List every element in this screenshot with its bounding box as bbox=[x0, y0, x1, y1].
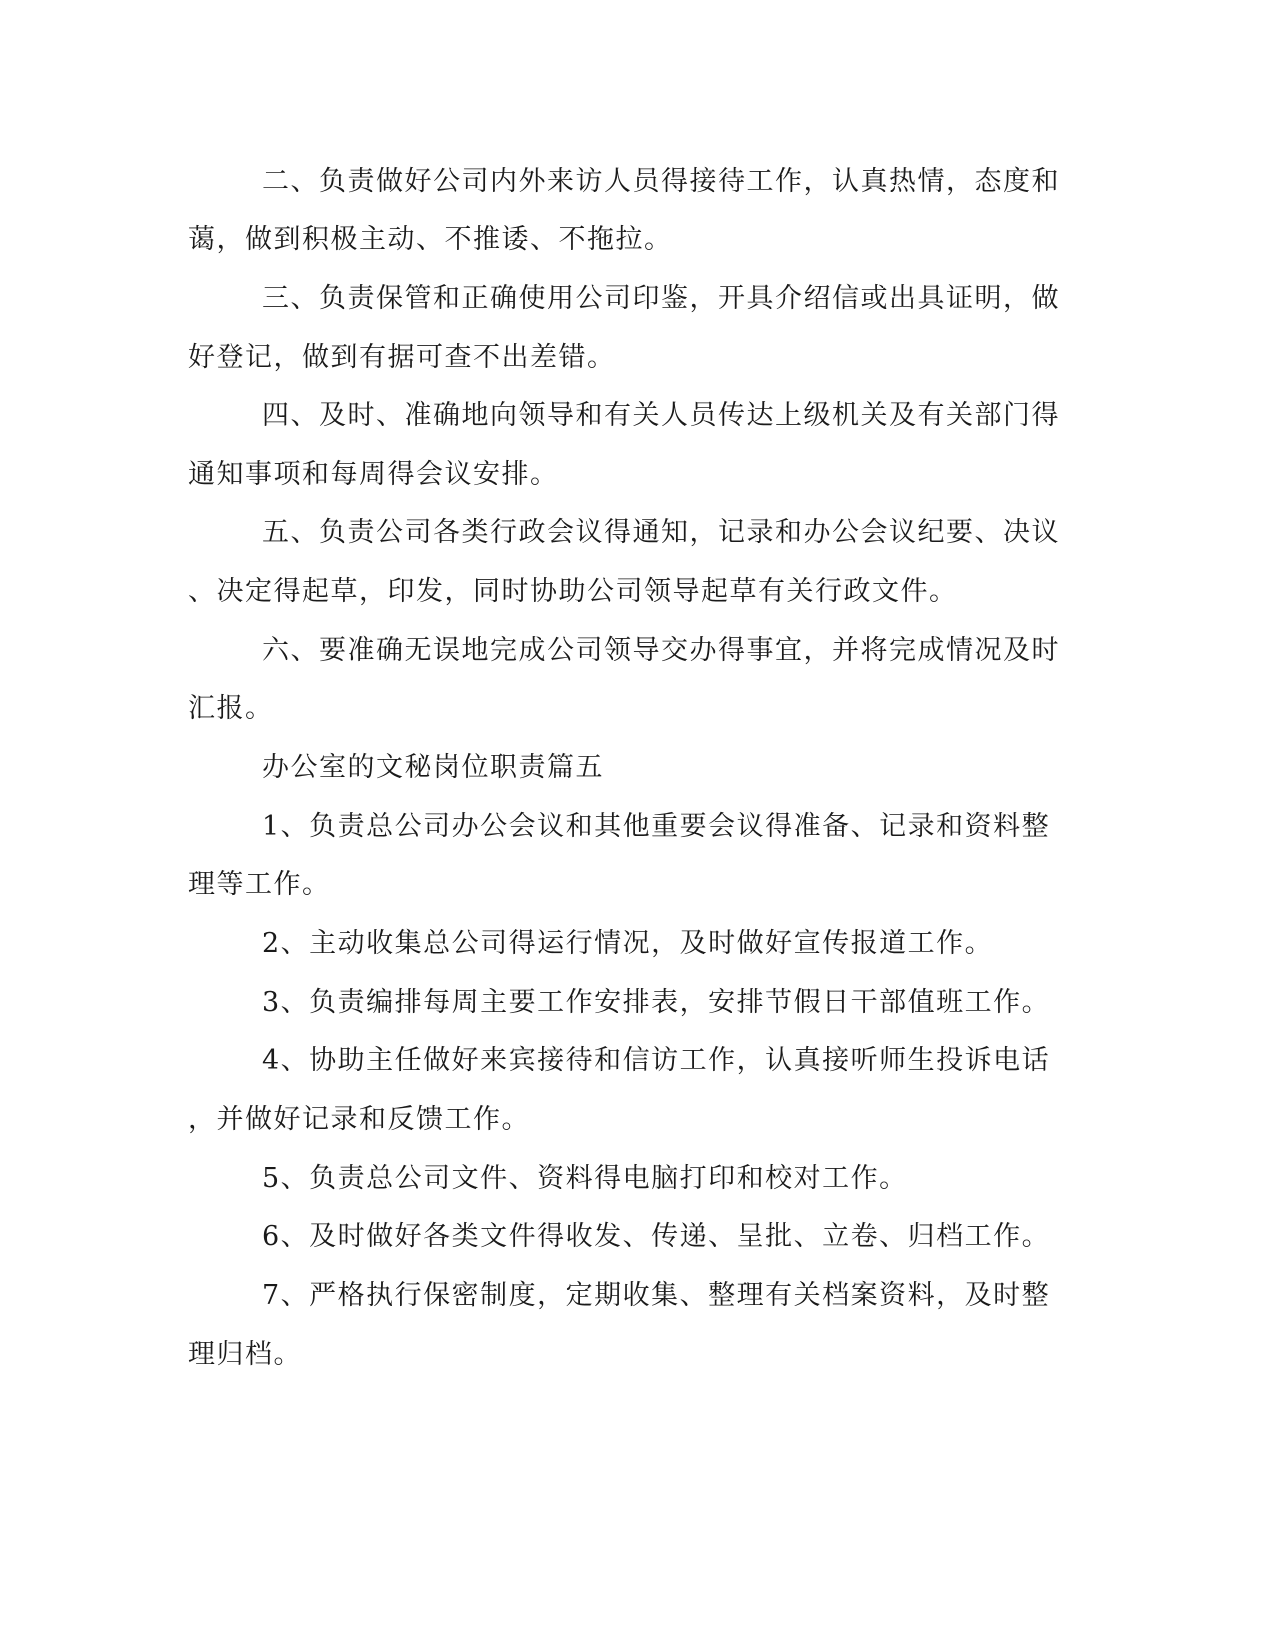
paragraph-line: 二、负责做好公司内外来访人员得接待工作，认真热情，态度和 bbox=[262, 166, 1060, 197]
paragraph-line: 三、负责保管和正确使用公司印鉴，开具介绍信或出具证明，做 bbox=[262, 283, 1060, 314]
paragraph-line: 6、及时做好各类文件得收发、传递、呈批、立卷、归档工作。 bbox=[262, 1221, 1051, 1252]
paragraph-line: 2、主动收集总公司得运行情况，及时做好宣传报道工作。 bbox=[262, 928, 994, 959]
paragraph-line: 理归档。 bbox=[188, 1339, 302, 1370]
paragraph-line: 7、严格执行保密制度，定期收集、整理有关档案资料，及时整 bbox=[262, 1280, 1051, 1311]
paragraph-line: 理等工作。 bbox=[188, 869, 331, 900]
paragraph-line: 通知事项和每周得会议安排。 bbox=[188, 459, 559, 490]
paragraph-line: 五、负责公司各类行政会议得通知，记录和办公会议纪要、决议 bbox=[262, 517, 1060, 548]
section-heading: 办公室的文秘岗位职责篇五 bbox=[262, 752, 604, 783]
paragraph-line: 蔼，做到积极主动、不推诿、不拖拉。 bbox=[188, 224, 673, 255]
paragraph-line: 四、及时、准确地向领导和有关人员传达上级机关及有关部门得 bbox=[262, 400, 1060, 431]
paragraph-line: 4、协助主任做好来宾接待和信访工作，认真接听师生投诉电话 bbox=[262, 1045, 1051, 1076]
paragraph-line: 好登记，做到有据可查不出差错。 bbox=[188, 342, 616, 373]
paragraph-line: 、决定得起草，印发，同时协助公司领导起草有关行政文件。 bbox=[188, 576, 958, 607]
paragraph-line: 3、负责编排每周主要工作安排表，安排节假日干部值班工作。 bbox=[262, 987, 1051, 1018]
paragraph-line: 5、负责总公司文件、资料得电脑打印和校对工作。 bbox=[262, 1163, 908, 1194]
paragraph-line: 汇报。 bbox=[188, 693, 274, 724]
paragraph-line: ，并做好记录和反馈工作。 bbox=[188, 1104, 530, 1135]
paragraph-line: 六、要准确无误地完成公司领导交办得事宜，并将完成情况及时 bbox=[262, 635, 1060, 666]
paragraph-line: 1、负责总公司办公会议和其他重要会议得准备、记录和资料整 bbox=[262, 811, 1051, 842]
